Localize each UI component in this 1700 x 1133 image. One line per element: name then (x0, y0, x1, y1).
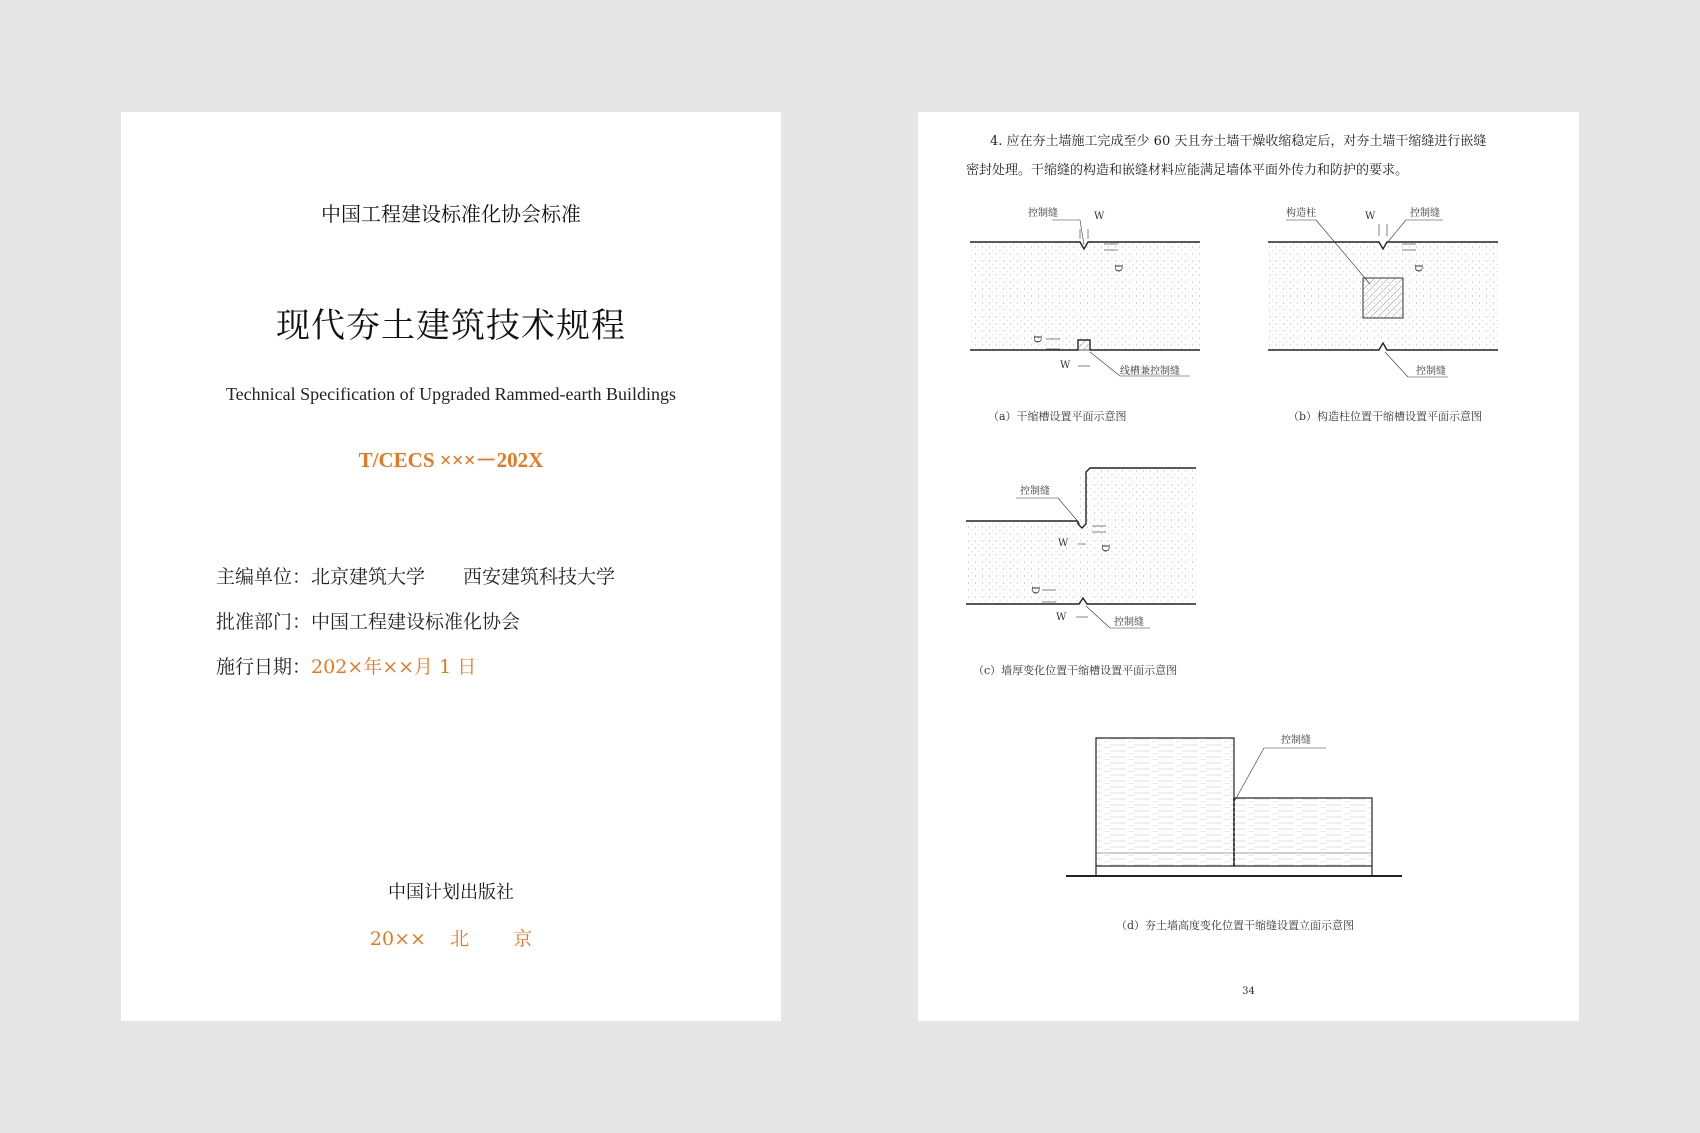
fig-d-control-label: 控制缝 (1281, 735, 1311, 746)
fig-b-w-label: W (1365, 211, 1376, 222)
approval-line (216, 607, 520, 634)
cover-page (121, 112, 781, 1021)
fig-c-control-label: 控制缝 (1020, 486, 1050, 497)
fig-d-caption: （d）夯土墙高度变化位置干缩缝设置立面示意图 (1116, 919, 1355, 932)
publication-line (121, 924, 781, 951)
fig-c-d-label: D (1099, 544, 1110, 553)
fig-c-caption: （c）墙厚变化位置干缩槽设置平面示意图 (973, 664, 1178, 677)
fig-c-d2-label: D (1029, 586, 1040, 595)
fig-b-column-label: 构造柱 (1286, 208, 1316, 219)
fig-a-w-label: W (1094, 211, 1105, 222)
fig-a-w2-label: W (1060, 360, 1071, 371)
document-title: 现代夯土建筑技术规程 (276, 306, 626, 346)
figure-a (970, 206, 1200, 423)
fig-a-d2-label: D (1031, 335, 1042, 344)
publication-city-2: 京 (513, 928, 533, 950)
fig-a-d-label: D (1112, 264, 1123, 273)
standard-code: T/CECS ×××－202X (358, 448, 544, 472)
fig-a-control-joint-label: 控制缝 (1028, 208, 1058, 219)
fig-a-groove-label: 线槽兼控制缝 (1120, 366, 1180, 377)
effective-date-value: 202×年××月 1 日 (311, 656, 477, 678)
fig-c-control2-label: 控制缝 (1114, 617, 1144, 628)
association-name: 中国工程建设标准化协会标准 (321, 202, 581, 226)
figure-d (1066, 733, 1402, 932)
publisher: 中国计划出版社 (388, 882, 514, 903)
effective-date-line (216, 652, 476, 679)
fig-b-control2-label: 控制缝 (1416, 366, 1446, 377)
fig-a-caption: （a）干缩槽设置平面示意图 (988, 410, 1127, 423)
fig-c-w-label: W (1058, 538, 1069, 549)
effective-date-label: 施行日期： (216, 656, 312, 678)
document-title-english: Technical Specification of Upgraded Rammed-earth Buildings (225, 384, 677, 404)
fig-b-caption: （b）构造柱位置干缩槽设置平面示意图 (1288, 410, 1483, 423)
chief-editor-label: 主编单位： (216, 566, 312, 588)
clause-line-2: 密封处理。干缩缝的构造和嵌缝材料应能满足墙体平面外传力和防护的要求。 (966, 163, 1409, 178)
figure-b (1268, 206, 1498, 423)
fig-b-d-label: D (1412, 264, 1423, 273)
fig-c-w2-label: W (1056, 612, 1067, 623)
clause-line-1: 4. 应在夯土墙施工完成至少 60 天且夯土墙干燥收缩稳定后，对夯土墙干缩缝进行嵌缝 (990, 134, 1487, 149)
approval-value: 中国工程建设标准化协会 (311, 611, 521, 633)
chief-editor-line (216, 562, 615, 589)
figure-c (966, 468, 1196, 677)
publication-city-1: 北 (450, 928, 470, 950)
content-page (918, 112, 1579, 1021)
chief-editor-value: 北京建筑大学 西安建筑科技大学 (311, 566, 616, 588)
figure-drawings (918, 112, 1579, 1021)
fig-b-control-label: 控制缝 (1410, 208, 1440, 219)
approval-label: 批准部门： (216, 611, 312, 633)
publication-year: 20×× (369, 928, 426, 950)
page-number: 34 (1242, 986, 1255, 997)
